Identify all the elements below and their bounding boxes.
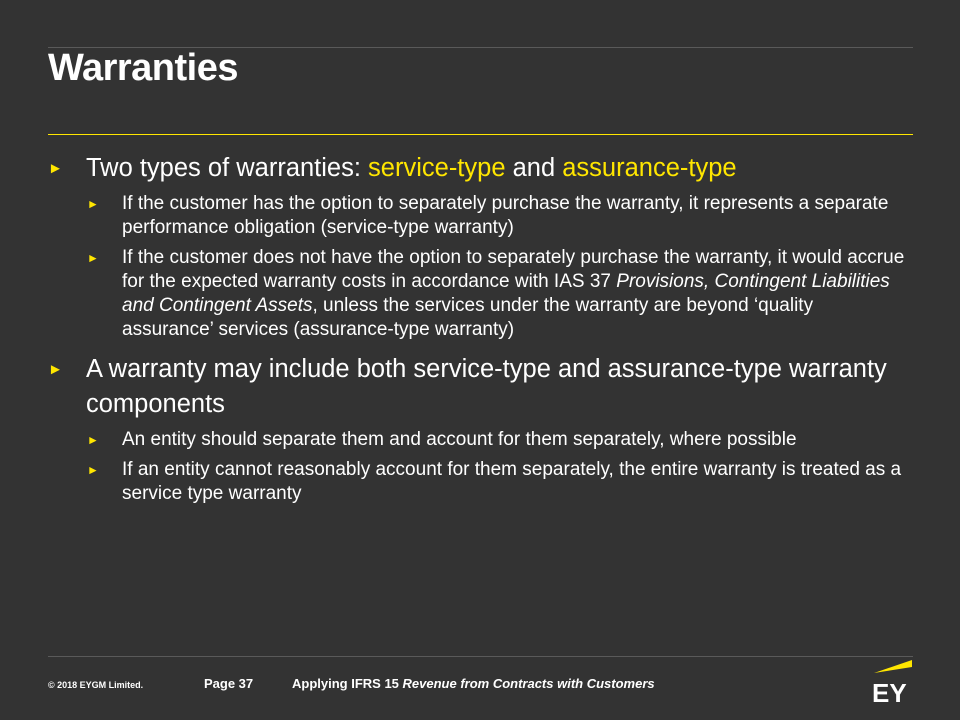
subbullet-text: An entity should separate them and account for them separately, where possible	[122, 429, 797, 450]
page-number: Page 37	[204, 676, 254, 691]
bullet-level2	[48, 458, 908, 506]
bullet-text: A warranty may include both service-type and assurance-type warranty components	[86, 355, 887, 418]
triangle-right-icon: ►	[87, 251, 99, 265]
triangle-right-icon: ►	[87, 433, 99, 447]
subject-italic: Revenue from Contracts with Customers	[402, 676, 655, 691]
triangle-right-icon: ►	[48, 160, 63, 177]
title-underline	[48, 134, 913, 135]
subbullet-text: If the customer does not have the option to separately purchase the warranty, it would accrue for the expected warranty costs in accordance with IAS 37	[122, 247, 905, 292]
ey-logo	[868, 660, 916, 705]
bullet-level1	[48, 151, 908, 186]
subject-prefix: Applying IFRS 15	[292, 676, 403, 691]
slide-title: Warranties	[48, 47, 238, 89]
bullet-text: and	[505, 154, 563, 182]
presentation-subject	[292, 676, 655, 691]
subbullet-text: If an entity cannot reasonably account for them separately, the entire warranty is treated as a service type warranty	[122, 459, 902, 504]
subbullet-text: If the customer has the option to separately purchase the warranty, it represents a separate performance obligation (service-type warranty)	[122, 193, 889, 238]
bullet-block	[48, 151, 908, 342]
copyright-text: © 2018 EYGM Limited.	[48, 680, 144, 690]
bullet-block	[48, 352, 908, 506]
standard-title: Provisions, Contingent Liabilities and Contingent Assets	[122, 271, 890, 316]
triangle-right-icon: ►	[87, 463, 99, 477]
triangle-right-icon: ►	[87, 197, 99, 211]
highlighted-term: assurance-type	[562, 154, 737, 182]
ey-logo-beam	[874, 660, 912, 673]
bullet-level2	[48, 428, 908, 452]
subbullet-text: , unless the services under the warranty are beyond ‘quality assurance’ services (assurance-type warranty)	[122, 295, 814, 340]
ey-logo-text: EY	[872, 678, 907, 705]
bullet-text: Two types of warranties:	[86, 154, 369, 182]
triangle-right-icon: ►	[48, 361, 63, 378]
bullet-level1	[48, 352, 908, 422]
bullet-level2	[48, 246, 908, 342]
highlighted-term: service-type	[368, 154, 506, 182]
bullet-level2	[48, 192, 908, 240]
slide-body	[48, 151, 908, 510]
footer-divider	[48, 656, 913, 657]
